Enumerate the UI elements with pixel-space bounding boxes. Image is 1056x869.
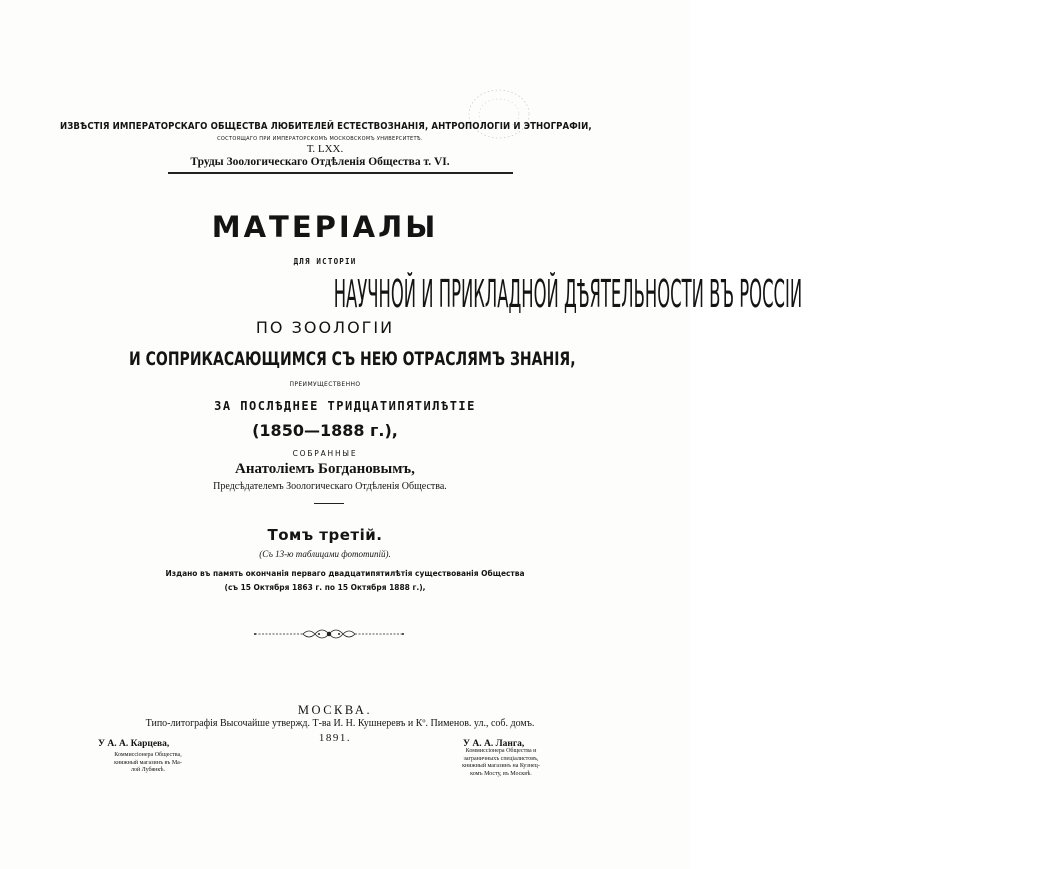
edition-note: Издано въ память окончанія перваго двадцатипятилѣтія существованія Общества (165, 568, 525, 578)
left-bookseller-name: У А. А. Карцева, (98, 739, 170, 749)
right-bookseller-line: комъ Мосту, въ Москвѣ. (470, 770, 532, 777)
journal-subheader: СОСТОЯЩАГО ПРИ ИМПЕРАТОРСКОМЪ МОСКОВСКОМЪ УНИВЕРСИТЕТѢ. (217, 136, 423, 142)
author-name: Анатоліемъ Богдановымъ, (235, 461, 415, 477)
activity-text: НАУЧНОЙ И ПРИКЛАДНОЙ ДѢЯТЕЛЬНОСТИ ВЪ РОССІИ (333, 272, 803, 316)
header-rule (168, 172, 513, 174)
mainly-line: ПРЕИМУЩЕСТВЕННО (289, 381, 361, 388)
volume-number: Т. LXX. (306, 143, 344, 155)
tome-title: Томъ третій. (267, 526, 383, 544)
main-title: МАТЕРІАЛЫ (211, 210, 439, 244)
tables-note: (Съ 13-ю таблицами фототипій). (259, 549, 391, 559)
series-title: Труды Зоологическаго Отдѣленія Общества т. VI. (190, 156, 450, 168)
imprint-year: 1891. (318, 732, 352, 744)
journal-header: ИЗВѢСТІЯ ИМПЕРАТОРСКАГО ОБЩЕСТВА ЛЮБИТЕЛЕЙ ЕСТЕСТВОЗНАНІЯ, АНТРОПОЛОГІИ И ЭТНОГРАФІИ, (60, 121, 592, 132)
edition-dates: (съ 15 Октября 1863 г. по 15 Октября 1888 г.), (224, 582, 426, 592)
left-bookseller-line: Коммиссіонера Общества, (114, 752, 182, 758)
ornament-divider (253, 626, 405, 642)
author-role: Предсѣдателемъ Зоологическаго Отдѣленія Общества. (213, 481, 447, 492)
collected-by-label: СОБРАННЫЕ (292, 449, 358, 458)
years-line: (1850—1888 г.), (252, 421, 398, 440)
imprint-printer: Типо-литографія Высочайше утвержд. Т-ва И. Н. Кушнеревъ и Кº. Пименов. ул., соб. домъ. (145, 718, 535, 729)
activity-line (80, 272, 803, 316)
imprint-city: МОСКВА. (297, 703, 373, 717)
left-bookseller-line: лой Лубянкѣ. (130, 767, 166, 773)
left-bookseller-line: книжный магазинъ въ Ма- (114, 759, 182, 766)
period-line: ЗА ПОСЛѢДНЕЕ ТРИДЦАТИПЯТИЛѢТІЕ (214, 399, 476, 413)
related-fields-text: И СОПРИКАСАЮЩИМСЯ СЪ НЕЮ ОТРАСЛЯМЪ ЗНАНІЯ, (129, 348, 576, 370)
short-rule (314, 503, 344, 504)
related-fields-line (80, 348, 610, 370)
for-history-line: ДЛЯ ИСТОРІИ (293, 257, 357, 266)
zoology-line: ПО ЗООЛОГІИ (255, 318, 395, 337)
right-bookseller-name: У А. А. Ланга, (463, 739, 525, 749)
right-bookseller-line: Коммиссіонера Общества и (465, 748, 537, 754)
right-bookseller-line: книжный магазинъ на Кузнец- (462, 763, 540, 769)
right-bookseller-line: заграничныхъ спеціалистовъ, (463, 755, 539, 762)
